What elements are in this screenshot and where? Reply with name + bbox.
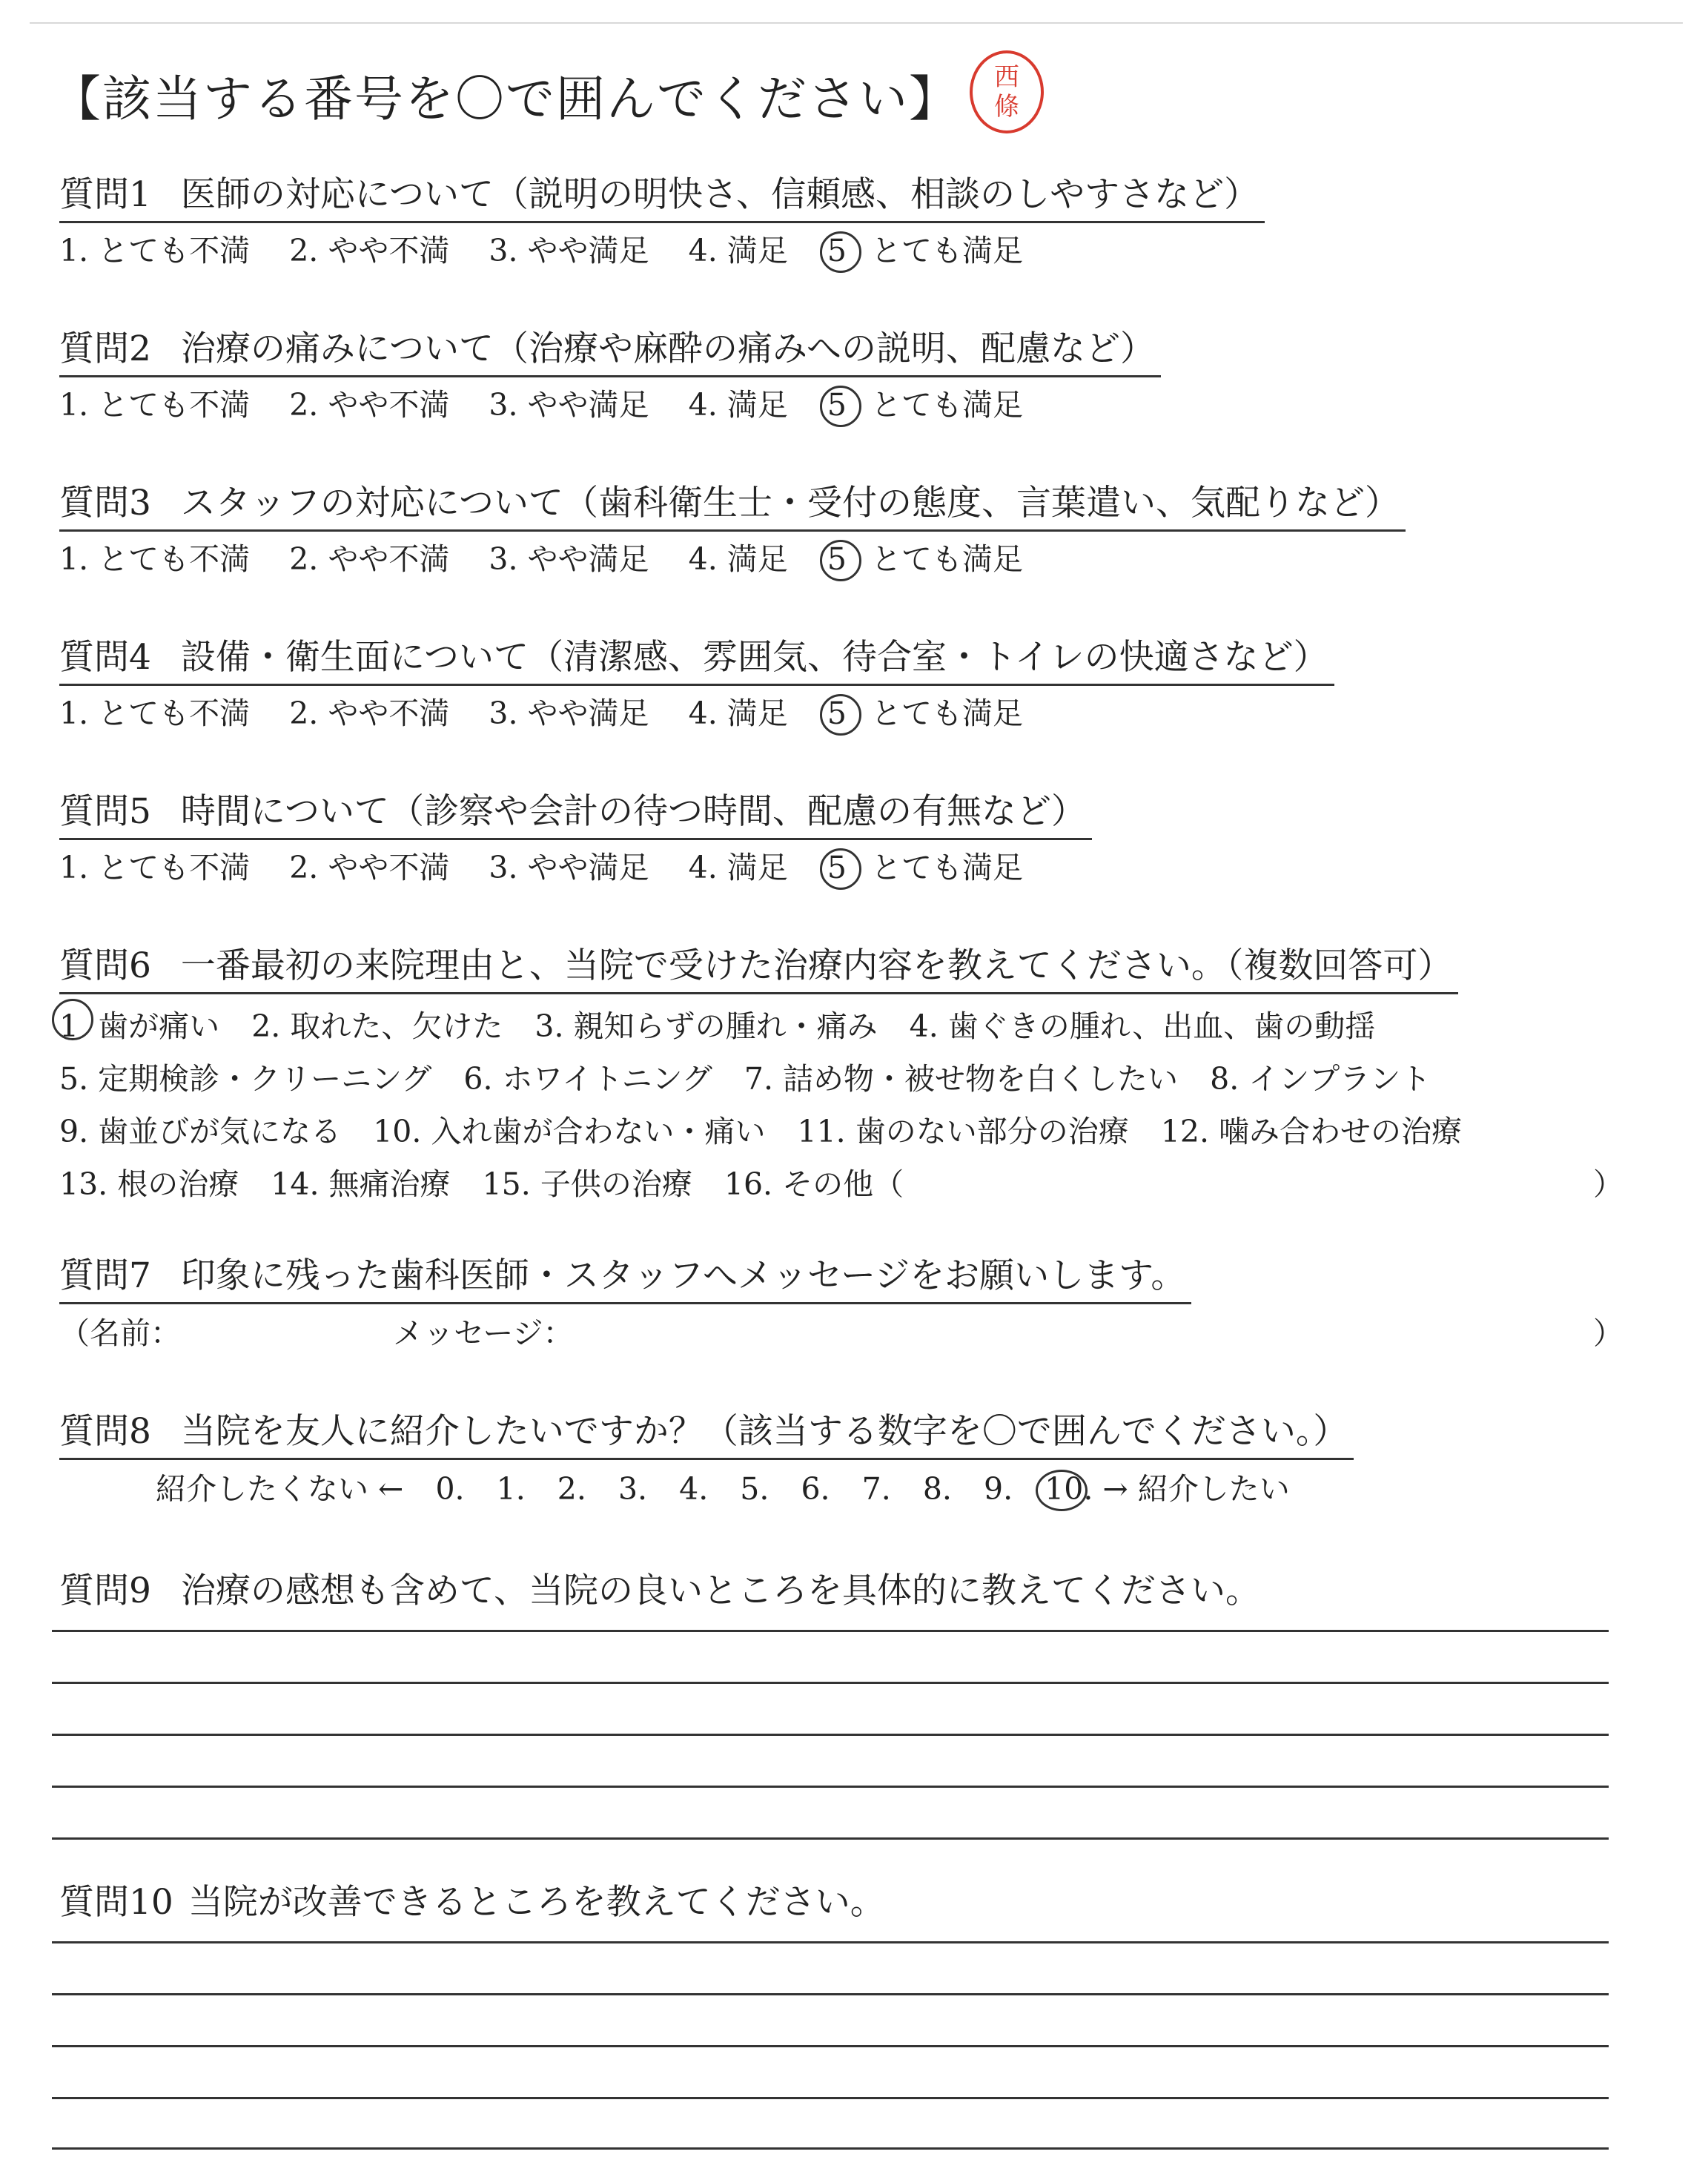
- option-somewhat-dissatisfied[interactable]: 2. やや不満: [289, 233, 450, 268]
- question-1-text: 医師の対応について（説明の明快さ、信頼感、相談のしやすさなど）: [180, 174, 1260, 215]
- scale-left-label: 紹介したくない ←: [156, 1471, 404, 1507]
- question-3-text: スタッフの対応について（歯科衛生士・受付の態度、言葉遣い、気配りなど）: [180, 483, 1400, 524]
- form-title: 【該当する番号を〇で囲んでください】: [52, 70, 959, 128]
- question-7-number: 質問7: [59, 1255, 151, 1296]
- question-5-options: [59, 843, 1092, 887]
- stamp-char-2: 條: [994, 92, 1019, 122]
- answer-line[interactable]: [52, 2147, 1609, 2150]
- reason-option-6[interactable]: 6. ホワイトニング: [463, 1061, 712, 1097]
- reason-option-3[interactable]: 3. 親知らずの腫れ・痛み: [534, 1008, 878, 1044]
- scale-8[interactable]: 8.: [922, 1471, 952, 1507]
- option-somewhat-satisfied[interactable]: 3. やや満足: [489, 387, 649, 423]
- option-somewhat-dissatisfied[interactable]: 2. やや不満: [289, 850, 450, 885]
- option-somewhat-dissatisfied[interactable]: 2. やや不満: [289, 541, 450, 577]
- option-somewhat-satisfied[interactable]: 3. やや満足: [489, 233, 649, 268]
- reason-option-15[interactable]: 15. 子供の治療: [482, 1166, 692, 1202]
- question-2-text: 治療の痛みについて（治療や麻酔の痛みへの説明、配慮など）: [180, 328, 1156, 369]
- answer-line[interactable]: [52, 1941, 1609, 1943]
- option-very-dissatisfied[interactable]: 1. とても不満: [59, 541, 251, 577]
- question-5-text: 時間について（診察や会計の待つ時間、配慮の有無など）: [180, 791, 1086, 832]
- scale-5[interactable]: 5.: [740, 1471, 769, 1507]
- scale-0[interactable]: 0.: [435, 1471, 465, 1507]
- question-6-row-4: [59, 1158, 1623, 1211]
- question-1-number: 質問1: [59, 174, 151, 215]
- reason-option-9[interactable]: 9. 歯並びが気になる: [59, 1114, 342, 1149]
- recommend-scale: [156, 1464, 1354, 1508]
- question-7-text: 印象に残った歯科医師・スタッフへメッセージをお願いします。: [180, 1255, 1186, 1296]
- option-very-satisfied-label: とても満足: [870, 541, 1023, 577]
- name-field-label[interactable]: （名前：: [59, 1315, 181, 1351]
- question-4-options: [59, 689, 1334, 733]
- answer-line[interactable]: [52, 1837, 1609, 1840]
- scale-10-circled[interactable]: 10: [1045, 1471, 1084, 1507]
- name-seal-stamp: [970, 50, 1044, 133]
- scale-1[interactable]: 1.: [496, 1471, 526, 1507]
- question-2-number: 質問2: [59, 328, 151, 369]
- question-5: [59, 784, 1092, 887]
- question-4-heading: [59, 630, 1334, 686]
- question-5-heading: [59, 784, 1092, 840]
- question-10-text: 当院が改善できるところを教えてください。: [188, 1882, 885, 1923]
- question-1-heading: [59, 167, 1265, 223]
- option-somewhat-dissatisfied[interactable]: 2. やや不満: [289, 696, 450, 731]
- answer-line[interactable]: [52, 1786, 1609, 1788]
- answer-line[interactable]: [52, 1682, 1609, 1684]
- question-7: [59, 1248, 1623, 1350]
- question-10: [59, 1875, 885, 1924]
- option-very-dissatisfied[interactable]: 1. とても不満: [59, 387, 251, 423]
- reason-option-1[interactable]: 歯が痛い: [98, 1008, 220, 1044]
- option-somewhat-dissatisfied[interactable]: 2. やや不満: [289, 387, 450, 423]
- reason-option-14[interactable]: 14. 無痛治療: [271, 1166, 451, 1202]
- reason-option-4[interactable]: 4. 歯ぐきの腫れ、出血、歯の動揺: [909, 1008, 1376, 1044]
- other-close-paren: ）: [1593, 1166, 1623, 1202]
- question-8: [59, 1404, 1354, 1508]
- question-3-number: 質問3: [59, 483, 151, 524]
- top-rule: [30, 22, 1683, 24]
- option-very-dissatisfied[interactable]: 1. とても不満: [59, 850, 251, 885]
- scale-7[interactable]: 7.: [861, 1471, 891, 1507]
- reason-option-1-circled[interactable]: 1: [59, 1000, 79, 1053]
- reason-option-2[interactable]: 2. 取れた、欠けた: [251, 1008, 503, 1044]
- option-somewhat-satisfied[interactable]: 3. やや満足: [489, 850, 649, 885]
- question-2-heading: [59, 321, 1161, 377]
- option-very-satisfied-label: とても満足: [870, 233, 1023, 268]
- option-very-dissatisfied[interactable]: 1. とても不満: [59, 233, 251, 268]
- option-satisfied[interactable]: 4. 満足: [688, 233, 788, 268]
- question-6-row-3: [59, 1106, 1623, 1158]
- scale-3[interactable]: 3.: [618, 1471, 648, 1507]
- reason-option-7[interactable]: 7. 詰め物・被せ物を白くしたい: [744, 1061, 1179, 1097]
- question-9-text: 治療の感想も含めて、当院の良いところを具体的に教えてください。: [180, 1571, 1260, 1611]
- answer-line[interactable]: [52, 2045, 1609, 2047]
- question-6-text: 一番最初の来院理由と、当院で受けた治療内容を教えてください。（複数回答可）: [180, 945, 1453, 986]
- option-satisfied[interactable]: 4. 満足: [688, 850, 788, 885]
- option-somewhat-satisfied[interactable]: 3. やや満足: [489, 696, 649, 731]
- answer-line[interactable]: [52, 1734, 1609, 1736]
- scale-right-label: . → 紹介したい: [1083, 1471, 1290, 1507]
- question-9: [59, 1563, 1260, 1613]
- reason-option-12[interactable]: 12. 噛み合わせの治療: [1160, 1114, 1463, 1149]
- reason-option-10[interactable]: 10. 入れ歯が合わない・痛い: [373, 1114, 766, 1149]
- question-6-number: 質問6: [59, 945, 151, 986]
- question-8-number: 質問8: [59, 1411, 151, 1452]
- question-6-heading: [59, 938, 1458, 994]
- question-6-options: [59, 1000, 1623, 1211]
- question-3-options: [59, 535, 1406, 578]
- option-5-circled[interactable]: 5: [827, 850, 847, 885]
- question-2: [59, 321, 1161, 424]
- option-satisfied[interactable]: 4. 満足: [688, 387, 788, 423]
- scale-6[interactable]: 6.: [801, 1471, 830, 1507]
- option-satisfied[interactable]: 4. 満足: [688, 696, 788, 731]
- reason-option-5[interactable]: 5. 定期検診・クリーニング: [59, 1061, 432, 1097]
- reason-option-13[interactable]: 13. 根の治療: [59, 1166, 239, 1202]
- option-5-circled[interactable]: 5: [827, 233, 847, 268]
- reason-option-11[interactable]: 11. 歯のない部分の治療: [797, 1114, 1129, 1149]
- reason-option-16-other[interactable]: 16. その他（: [724, 1166, 904, 1202]
- option-somewhat-satisfied[interactable]: 3. やや満足: [489, 541, 649, 577]
- question-9-heading: [59, 1563, 1260, 1613]
- question-1: [59, 167, 1265, 270]
- answer-line[interactable]: [52, 1993, 1609, 1995]
- question-6-row-1: [59, 1000, 1623, 1053]
- question-1-options: [59, 226, 1265, 270]
- question-7-fields: [59, 1309, 1623, 1350]
- question-4: [59, 630, 1334, 733]
- question-8-text: 当院を友人に紹介したいですか？（該当する数字を〇で囲んでください。）: [180, 1411, 1348, 1452]
- question-4-number: 質問4: [59, 637, 151, 678]
- option-5-circled[interactable]: 5: [827, 541, 847, 577]
- question-10-number: 質問10: [59, 1882, 173, 1923]
- stamp-char-1: 西: [994, 62, 1019, 92]
- option-5-circled[interactable]: 5: [827, 387, 847, 423]
- scale-9[interactable]: 9.: [983, 1471, 1013, 1507]
- question-9-number: 質問9: [59, 1571, 151, 1611]
- question-7-heading: [59, 1248, 1191, 1304]
- question-10-heading: [59, 1875, 885, 1924]
- question-2-options: [59, 380, 1161, 424]
- option-very-satisfied-label: とても満足: [870, 850, 1023, 885]
- question-6-row-2: [59, 1053, 1623, 1106]
- option-satisfied[interactable]: 4. 満足: [688, 541, 788, 577]
- message-close-paren: ）: [1593, 1315, 1623, 1351]
- question-3: [59, 475, 1406, 578]
- option-very-satisfied-label: とても満足: [870, 696, 1023, 731]
- question-4-text: 設備・衛生面について（清潔感、雰囲気、待合室・トイレの快適さなど）: [180, 637, 1328, 678]
- option-very-dissatisfied[interactable]: 1. とても不満: [59, 696, 251, 731]
- answer-line[interactable]: [52, 2097, 1609, 2099]
- question-3-heading: [59, 475, 1406, 532]
- reason-option-8[interactable]: 8. インプラント: [1210, 1061, 1431, 1097]
- scale-4[interactable]: 4.: [679, 1471, 709, 1507]
- scale-2[interactable]: 2.: [557, 1471, 586, 1507]
- question-5-number: 質問5: [59, 791, 151, 832]
- message-field-label[interactable]: メッセージ：: [393, 1315, 574, 1351]
- question-6: [59, 938, 1623, 1211]
- option-5-circled[interactable]: 5: [827, 696, 847, 731]
- question-8-heading: [59, 1404, 1354, 1460]
- answer-line[interactable]: [52, 1630, 1609, 1632]
- option-very-satisfied-label: とても満足: [870, 387, 1023, 423]
